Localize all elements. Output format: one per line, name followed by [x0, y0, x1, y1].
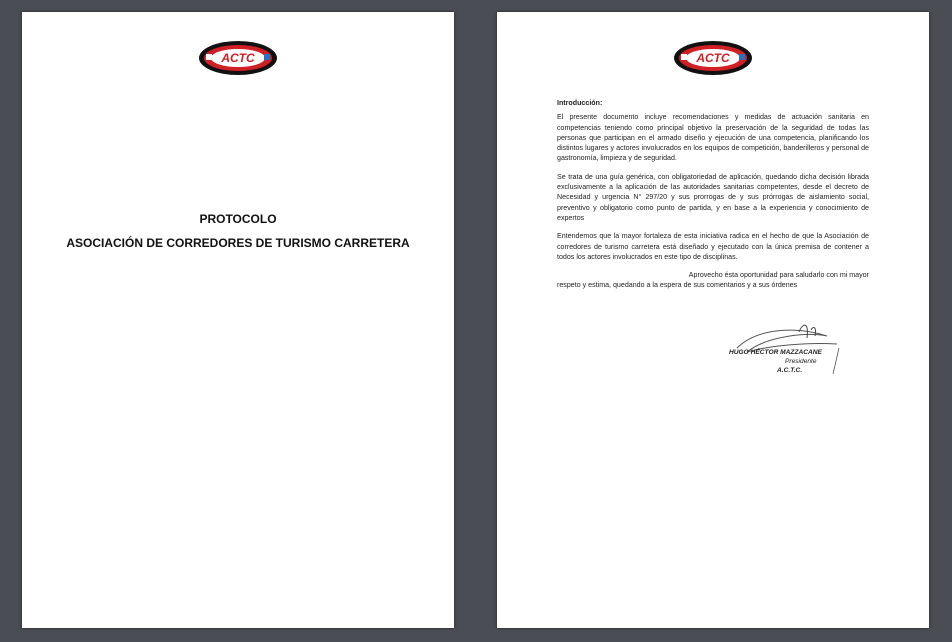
cover-title: PROTOCOLO: [199, 212, 277, 226]
introduction-section: [557, 98, 869, 291]
document-page-1: [22, 12, 454, 628]
closing-line: Aprovecho ésta oportunidad para saludarlo con mi mayor: [688, 271, 869, 280]
actc-logo: [198, 40, 278, 76]
closing-line: respeto y estima, quedando a la espera de sus comentarios y a sus órdenes: [557, 281, 798, 290]
signatory-role: Presidente: [785, 358, 817, 365]
paragraph: Se trata de una guía genérica, con obligatoriedad de aplicación, quedando dicha decisión librada exclusivamente a la aplicación de las autoridades sanitarias competentes, desde el decreto de Necesidad y urgencia N° 297/20 y sus prorrogas de y sus prórrogas de aislamiento social, preventivo y obligatorio como punto de partida, y en base a la experiencia y conocimiento de expertos: [557, 172, 869, 222]
cover-subtitle: ASOCIACIÓN DE CORREDORES DE TURISMO CARRETERA: [66, 236, 410, 250]
section-heading: Introducción:: [557, 99, 603, 107]
paragraph: Entendemos que la mayor fortaleza de esta iniciativa radica en el hecho de que la Asociación de corredores de turismo carretera está diseñado y ejecutado con la única premisa de contener a todos los actores involucrados en este tipo de disciplinas.: [557, 232, 869, 261]
svg-text:ACTC: ACTC: [696, 51, 730, 65]
paragraph: El presente documento incluye recomendaciones y medidas de actuación sanitaria en competencias teniendo como principal objetivo la preservación de la seguridad de todas las personas que participan en el armado diseño y ejecución de una competencia, planificando los distintos lugares y actores involucrados en los equipos de competición, banderilleros y personal de gastronomía, limpieza y de seguridad.: [557, 113, 869, 163]
signatory-name: HUGO HÉCTOR MAZZACANE: [729, 349, 822, 356]
actc-logo: [673, 40, 753, 76]
svg-text:ACTC: ACTC: [221, 51, 255, 65]
signatory-organization: A.C.T.C.: [777, 367, 803, 374]
document-page-2: [497, 12, 929, 628]
